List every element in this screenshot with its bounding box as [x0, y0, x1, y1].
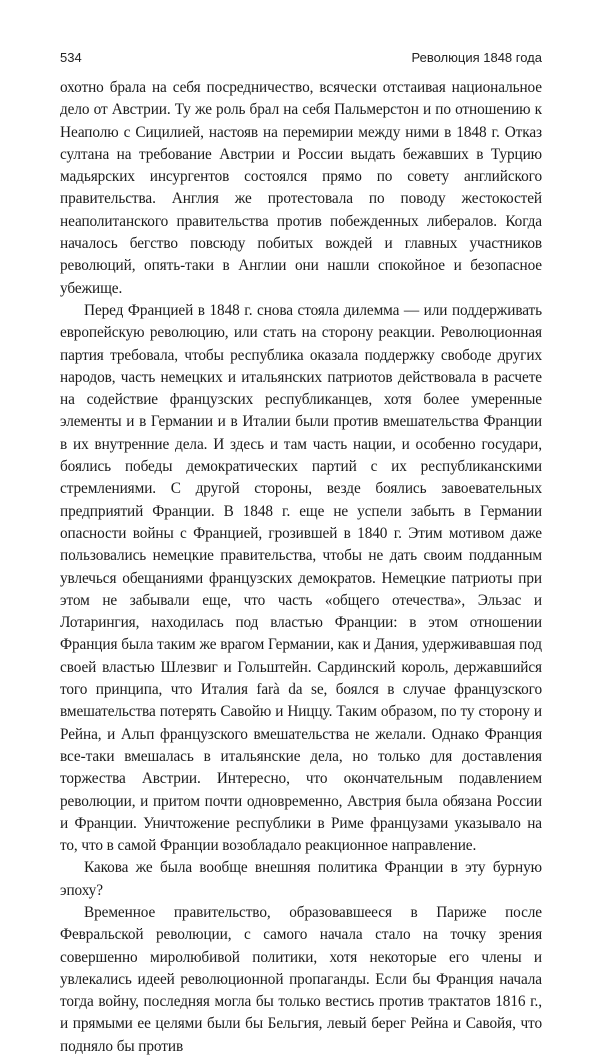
paragraph: Перед Францией в 1848 г. снова стояла дилемма — или поддерживать европейскую революцию, или стать на сторону реакции. Революционная партия требовала, чтобы республика оказала поддержку свободе других народов, часть немецких и итальянских патриотов действовала в расчете на содействие французских республиканцев, хотя более умеренные элементы и в Германии и в Италии были против вмешательства Франции в их внутренние дела. И здесь и там часть нации, и особенно государи, боялись победы демократических партий с их республиканскими стремлениями. С другой стороны, везде боялись завоевательных предприятий Франции. В 1848 г. еще не успели забыть в Германии опасности войны с Францией, грозившей в 1840 г. Этим мотивом даже пользовались немецкие правительства, чтобы не дать своим подданным увлечься обещаниями французских демократов. Немецкие патриоты при этом не забывали еще, что часть «общего отечества», Эльзас и Лотарингия, находилась под властью Франции: в этом отношении Франция была таким же врагом Германии, как и Дания, удерживавшая под своей властью Шлезвиг и Гольштейн. Сардинский король, державшийся того принципа, что Италия farà da se, боялся в случае французского вмешательства потерять Савойю и Ниццу. Таким образом, по ту сторону и Рейна, и Альп французского вмешательства не желали. Однако Франция все-таки вмешалась в итальянские дела, но только для доставления торжества Австрии. Интересно, что окончательным подавлением революции, и притом почти одновременно, Австрия была обязана России и Франции. Уничтожение республики в Риме французами указывало на то, что в самой Франции возобладало реакционное направление. [60, 301, 542, 855]
page-number: 534 [60, 50, 82, 65]
running-title: Революция 1848 года [411, 50, 542, 65]
paragraph-continued: охотно брала на себя посредничество, всячески отстаивая национальное дело от Австрии. Ту же роль брал на себя Пальмерстон и по отношению к Неаполю с Сицилией, настояв на перемирии между ними в 1848 г. Отказ султана на требование Австрии и России выдать бежавших в Турцию мадьярских инсургентов состоялся прямо по совету английского правительства. Англия же протестовала по поводу жестокостей неаполитанского правительства против побежденных либералов. Когда началось бегство повсюду побитых вождей и главных участников революций, опять-таки в Англии они нашли спокойное и безопасное убежище. [60, 79, 542, 297]
paragraph: Временное правительство, образовавшееся в Париже после Февральской революции, с самого начала стало на точку зрения совершенно миролюбивой политики, хотя некоторые его члены и увлекались идеей революционной пропаганды. Если бы Франция начала тогда войну, последняя могла бы только вестись против трактатов 1816 г., и прямыми ее целями были бы Бельгия, левый берег Рейна и Савойя, что подняло бы против [60, 903, 542, 1055]
body-text [60, 77, 542, 1058]
paragraph: Какова же была вообще внешняя политика Франции в эту бурную эпоху? [60, 859, 542, 899]
